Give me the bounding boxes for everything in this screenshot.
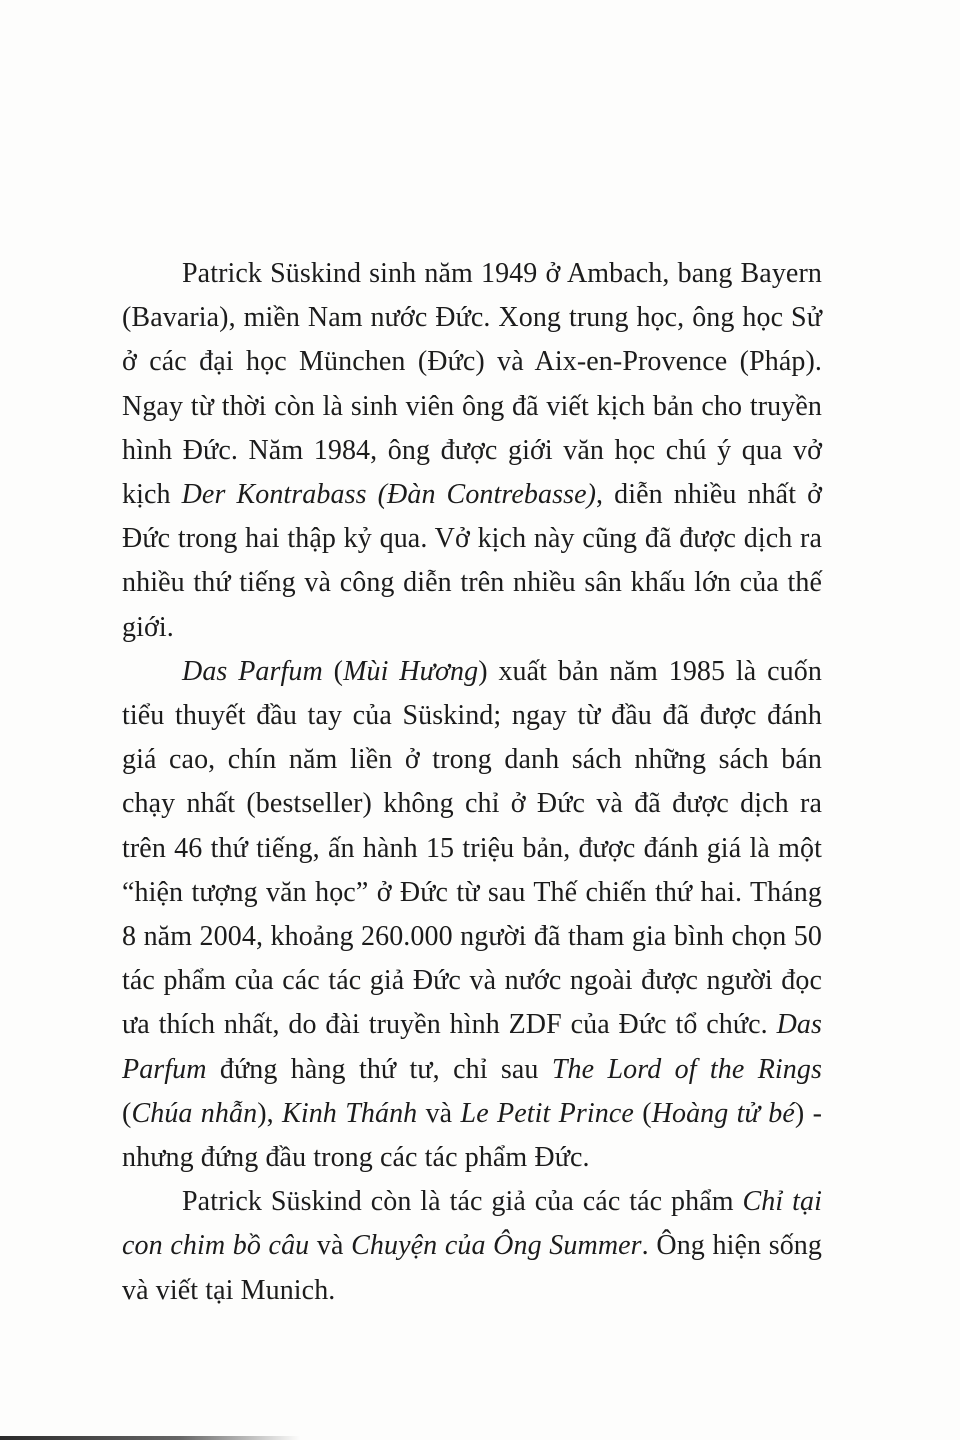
text-run: ( — [633, 1097, 652, 1129]
text-run: ( — [122, 1097, 132, 1129]
italic-title-kinh-thanh: Kinh Thánh — [282, 1097, 418, 1129]
text-run: Patrick Süskind còn là tác giả của các tác phẩm — [182, 1186, 743, 1218]
italic-title-chi-tai-con-chim-bo-cau: Chỉ tại con chim bồ câu — [122, 1186, 822, 1262]
text-run: , diễn nhiều nhất ở Đức trong hai thập kỷ qua. Vở kịch này cũng đã được dịch ra nhiều thứ tiếng và công diễn trên nhiều sân khấu lớn của thế giới. — [122, 479, 822, 643]
italic-title-das-parfum: Das Parfum — [182, 655, 323, 687]
text-run: . Ông hiện sống và viết tại Munich. — [122, 1230, 822, 1306]
italic-title-der-kontrabass: Der Kontrabass (Đàn Contrebasse) — [181, 479, 597, 511]
text-run: và — [417, 1097, 461, 1129]
paragraph-das-parfum — [122, 650, 822, 1180]
author-bio-text — [122, 252, 822, 1313]
text-run: đứng hàng thứ tư, chỉ sau — [206, 1053, 552, 1085]
italic-title-le-petit-prince: Le Petit Prince — [460, 1097, 634, 1129]
paragraph-other-works — [122, 1180, 822, 1313]
page-bottom-shadow — [0, 1436, 300, 1440]
italic-title-lord-of-the-rings: The Lord of the Rings — [551, 1053, 823, 1085]
text-run: ), — [257, 1097, 283, 1129]
text-run: Patrick Süskind sinh năm 1949 ở Ambach, bang Bayern (Bavaria), miền Nam nước Đức. Xong trung học, ông học Sử ở các đại học München (Đức) và Aix-en-Provence (Pháp). Ngay từ thời còn là sinh viên ông đã viết kịch bản cho truyền hình Đức. Năm 1984, ông được giới văn học chú ý qua vở kịch — [122, 258, 822, 511]
text-run: ) xuất bản năm 1985 là cuốn tiểu thuyết đầu tay của Süskind; ngay từ đầu đã được đánh giá cao, chín năm liền ở trong danh sách những sách bán chạy nhất (bestseller) không chỉ ở Đức và đã được dịch ra trên 46 thứ tiếng, ấn hành 15 triệu bản, được đánh giá là một “hiện tượng văn học” ở Đức từ sau Thế chiến thứ hai. Tháng 8 năm 2004, khoảng 260.000 người đã tham gia bình chọn 50 tác phẩm của các tác giả Đức và nước ngoài được người đọc ưa thích nhất, do đài truyền hình ZDF của Đức tổ chức. — [122, 655, 822, 1041]
italic-title-chua-nhan: Chúa nhẫn — [131, 1097, 258, 1129]
text-run: ) - nhưng đứng đầu trong các tác phẩm Đức. — [122, 1097, 823, 1174]
text-run: ( — [322, 655, 344, 687]
italic-title-das-parfum: Das Parfum — [122, 1009, 822, 1085]
text-run: và — [309, 1230, 352, 1262]
italic-title-mui-huong: Mùi Hương — [343, 655, 479, 687]
paragraph-early-life — [122, 252, 822, 650]
italic-title-hoang-tu-be: Hoàng tử bé — [651, 1097, 795, 1129]
italic-title-chuyen-cua-ong-summer: Chuyện của Ông Summer — [351, 1230, 642, 1262]
